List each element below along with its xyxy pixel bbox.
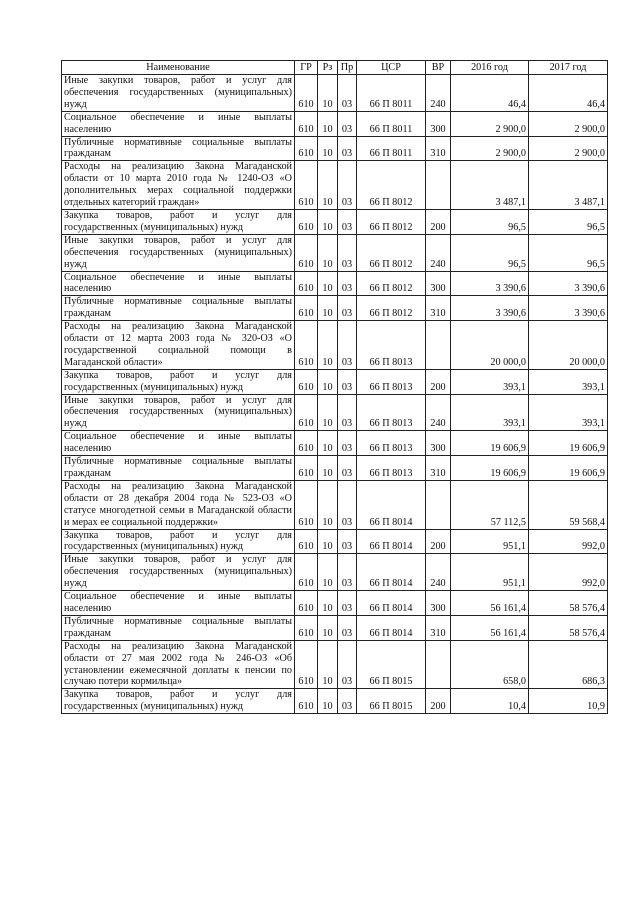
row-2017: 992,0 [529, 529, 608, 554]
row-rz: 10 [318, 591, 338, 616]
row-gr: 610 [295, 136, 318, 161]
row-2016: 3 390,6 [451, 296, 529, 321]
table-header-row [62, 61, 608, 75]
row-2017: 3 390,6 [529, 296, 608, 321]
row-2016: 951,1 [451, 529, 529, 554]
row-csr: 66 П 8015 [357, 640, 426, 689]
row-pr: 03 [338, 161, 357, 210]
table-row [62, 296, 608, 321]
row-gr: 610 [295, 209, 318, 234]
row-name: Социальное обеспечение и иные выплаты населению [62, 591, 295, 616]
row-2017: 19 606,9 [529, 431, 608, 456]
row-name: Расходы на реализацию Закона Магаданской области от 27 мая 2002 года № 246-ОЗ «Об установлении ежемесячной доплаты к пенсии по случаю потери кормильца» [62, 640, 295, 689]
row-gr: 610 [295, 394, 318, 431]
row-pr: 03 [338, 271, 357, 296]
row-vr: 240 [426, 75, 451, 112]
row-name: Социальное обеспечение и иные выплаты населению [62, 271, 295, 296]
row-name: Закупка товаров, работ и услуг для государственных (муниципальных) нужд [62, 209, 295, 234]
row-vr [426, 640, 451, 689]
row-2017: 10,9 [529, 689, 608, 714]
row-2017: 46,4 [529, 75, 608, 112]
row-csr: 66 П 8014 [357, 554, 426, 591]
row-csr: 66 П 8014 [357, 529, 426, 554]
table-row [62, 111, 608, 136]
row-2016: 10,4 [451, 689, 529, 714]
row-vr: 200 [426, 209, 451, 234]
row-rz: 10 [318, 480, 338, 529]
row-2016: 19 606,9 [451, 456, 529, 481]
row-gr: 610 [295, 456, 318, 481]
row-2017: 96,5 [529, 209, 608, 234]
row-name: Иные закупки товаров, работ и услуг для обеспечения государственных (муниципальных) нужд [62, 394, 295, 431]
row-rz: 10 [318, 271, 338, 296]
row-vr: 300 [426, 431, 451, 456]
row-2016: 57 112,5 [451, 480, 529, 529]
table-row [62, 554, 608, 591]
row-name: Публичные нормативные социальные выплаты гражданам [62, 615, 295, 640]
row-2017: 393,1 [529, 394, 608, 431]
row-pr: 03 [338, 234, 357, 271]
row-rz: 10 [318, 689, 338, 714]
table-row [62, 271, 608, 296]
row-rz: 10 [318, 75, 338, 112]
row-rz: 10 [318, 321, 338, 370]
row-pr: 03 [338, 136, 357, 161]
row-2016: 2 900,0 [451, 111, 529, 136]
row-2016: 56 161,4 [451, 615, 529, 640]
row-pr: 03 [338, 321, 357, 370]
row-gr: 610 [295, 431, 318, 456]
row-vr: 240 [426, 554, 451, 591]
row-csr: 66 П 8012 [357, 161, 426, 210]
row-vr: 300 [426, 271, 451, 296]
row-gr: 610 [295, 234, 318, 271]
row-vr [426, 480, 451, 529]
table-row [62, 689, 608, 714]
row-2016: 951,1 [451, 554, 529, 591]
table-row [62, 75, 608, 112]
header-name: Наименование [62, 61, 295, 75]
row-rz: 10 [318, 640, 338, 689]
table-row [62, 431, 608, 456]
table-row [62, 136, 608, 161]
header-2016: 2016 год [451, 61, 529, 75]
row-name: Иные закупки товаров, работ и услуг для обеспечения государственных (муниципальных) нужд [62, 234, 295, 271]
row-pr: 03 [338, 529, 357, 554]
row-rz: 10 [318, 554, 338, 591]
row-2016: 46,4 [451, 75, 529, 112]
row-2017: 992,0 [529, 554, 608, 591]
row-vr: 300 [426, 591, 451, 616]
row-gr: 610 [295, 321, 318, 370]
row-2017: 2 900,0 [529, 111, 608, 136]
row-rz: 10 [318, 209, 338, 234]
row-pr: 03 [338, 296, 357, 321]
row-csr: 66 П 8015 [357, 689, 426, 714]
table-row [62, 161, 608, 210]
row-name: Закупка товаров, работ и услуг для государственных (муниципальных) нужд [62, 689, 295, 714]
row-name: Социальное обеспечение и иные выплаты населению [62, 111, 295, 136]
row-csr: 66 П 8014 [357, 591, 426, 616]
row-csr: 66 П 8011 [357, 75, 426, 112]
row-name: Социальное обеспечение и иные выплаты населению [62, 431, 295, 456]
row-pr: 03 [338, 431, 357, 456]
row-2016: 3 487,1 [451, 161, 529, 210]
header-gr: ГР [295, 61, 318, 75]
table-row [62, 394, 608, 431]
table-body [62, 75, 608, 714]
row-2017: 59 568,4 [529, 480, 608, 529]
row-2016: 56 161,4 [451, 591, 529, 616]
table-row [62, 591, 608, 616]
row-pr: 03 [338, 394, 357, 431]
row-2016: 2 900,0 [451, 136, 529, 161]
row-vr: 310 [426, 456, 451, 481]
row-pr: 03 [338, 591, 357, 616]
row-csr: 66 П 8012 [357, 209, 426, 234]
row-vr: 240 [426, 394, 451, 431]
row-csr: 66 П 8012 [357, 296, 426, 321]
row-name: Закупка товаров, работ и услуг для государственных (муниципальных) нужд [62, 529, 295, 554]
row-2017: 2 900,0 [529, 136, 608, 161]
budget-table [61, 60, 608, 714]
row-gr: 610 [295, 296, 318, 321]
row-rz: 10 [318, 161, 338, 210]
row-pr: 03 [338, 111, 357, 136]
row-name: Закупка товаров, работ и услуг для государственных (муниципальных) нужд [62, 369, 295, 394]
row-csr: 66 П 8011 [357, 111, 426, 136]
row-gr: 610 [295, 529, 318, 554]
row-rz: 10 [318, 369, 338, 394]
table-row [62, 209, 608, 234]
row-2016: 393,1 [451, 394, 529, 431]
row-vr: 200 [426, 369, 451, 394]
row-csr: 66 П 8012 [357, 234, 426, 271]
row-csr: 66 П 8014 [357, 615, 426, 640]
row-pr: 03 [338, 554, 357, 591]
row-rz: 10 [318, 615, 338, 640]
row-pr: 03 [338, 369, 357, 394]
row-rz: 10 [318, 136, 338, 161]
row-rz: 10 [318, 456, 338, 481]
row-vr: 310 [426, 615, 451, 640]
row-vr [426, 161, 451, 210]
row-vr: 310 [426, 296, 451, 321]
row-pr: 03 [338, 456, 357, 481]
row-2016: 20 000,0 [451, 321, 529, 370]
row-pr: 03 [338, 480, 357, 529]
row-pr: 03 [338, 615, 357, 640]
row-2017: 58 576,4 [529, 615, 608, 640]
row-rz: 10 [318, 234, 338, 271]
row-pr: 03 [338, 640, 357, 689]
row-2017: 96,5 [529, 234, 608, 271]
row-rz: 10 [318, 529, 338, 554]
header-vr: ВР [426, 61, 451, 75]
header-rz: Рз [318, 61, 338, 75]
header-2017: 2017 год [529, 61, 608, 75]
table-row [62, 456, 608, 481]
row-pr: 03 [338, 75, 357, 112]
row-csr: 66 П 8011 [357, 136, 426, 161]
row-vr: 240 [426, 234, 451, 271]
row-gr: 610 [295, 591, 318, 616]
row-rz: 10 [318, 111, 338, 136]
row-vr: 310 [426, 136, 451, 161]
row-csr: 66 П 8013 [357, 369, 426, 394]
row-csr: 66 П 8014 [357, 480, 426, 529]
row-gr: 610 [295, 615, 318, 640]
row-vr: 200 [426, 529, 451, 554]
row-csr: 66 П 8013 [357, 321, 426, 370]
row-pr: 03 [338, 689, 357, 714]
row-2017: 20 000,0 [529, 321, 608, 370]
row-2017: 686,3 [529, 640, 608, 689]
row-name: Расходы на реализацию Закона Магаданской области от 12 марта 2003 года № 320-ОЗ «О государственной социальной помощи в Магаданской области» [62, 321, 295, 370]
row-2016: 3 390,6 [451, 271, 529, 296]
row-2016: 658,0 [451, 640, 529, 689]
row-name: Иные закупки товаров, работ и услуг для обеспечения государственных (муниципальных) нужд [62, 75, 295, 112]
row-vr: 200 [426, 689, 451, 714]
row-csr: 66 П 8013 [357, 431, 426, 456]
row-name: Публичные нормативные социальные выплаты гражданам [62, 456, 295, 481]
row-gr: 610 [295, 554, 318, 591]
row-2017: 19 606,9 [529, 456, 608, 481]
row-name: Расходы на реализацию Закона Магаданской области от 10 марта 2010 года № 1240-ОЗ «О дополнительных мерах социальной поддержки отдельных категорий граждан» [62, 161, 295, 210]
row-name: Расходы на реализацию Закона Магаданской области от 28 декабря 2004 года № 523-ОЗ «О статусе многодетной семьи в Магаданской области и мерах ее социальной поддержки» [62, 480, 295, 529]
row-2016: 19 606,9 [451, 431, 529, 456]
row-2016: 393,1 [451, 369, 529, 394]
row-gr: 610 [295, 689, 318, 714]
header-csr: ЦСР [357, 61, 426, 75]
row-gr: 610 [295, 369, 318, 394]
table-row [62, 480, 608, 529]
table-row [62, 234, 608, 271]
row-pr: 03 [338, 209, 357, 234]
row-name: Публичные нормативные социальные выплаты гражданам [62, 136, 295, 161]
header-pr: Пр [338, 61, 357, 75]
row-2016: 96,5 [451, 209, 529, 234]
row-gr: 610 [295, 111, 318, 136]
row-2017: 58 576,4 [529, 591, 608, 616]
row-vr: 300 [426, 111, 451, 136]
table-row [62, 369, 608, 394]
row-rz: 10 [318, 296, 338, 321]
table-row [62, 321, 608, 370]
table-row [62, 529, 608, 554]
row-csr: 66 П 8013 [357, 394, 426, 431]
row-gr: 610 [295, 480, 318, 529]
row-vr [426, 321, 451, 370]
row-rz: 10 [318, 394, 338, 431]
row-2017: 393,1 [529, 369, 608, 394]
row-csr: 66 П 8012 [357, 271, 426, 296]
row-gr: 610 [295, 640, 318, 689]
row-gr: 610 [295, 161, 318, 210]
row-rz: 10 [318, 431, 338, 456]
row-gr: 610 [295, 271, 318, 296]
table-row [62, 640, 608, 689]
row-name: Иные закупки товаров, работ и услуг для обеспечения государственных (муниципальных) нужд [62, 554, 295, 591]
row-2017: 3 390,6 [529, 271, 608, 296]
row-2016: 96,5 [451, 234, 529, 271]
row-name: Публичные нормативные социальные выплаты гражданам [62, 296, 295, 321]
row-2017: 3 487,1 [529, 161, 608, 210]
table-row [62, 615, 608, 640]
row-csr: 66 П 8013 [357, 456, 426, 481]
row-gr: 610 [295, 75, 318, 112]
